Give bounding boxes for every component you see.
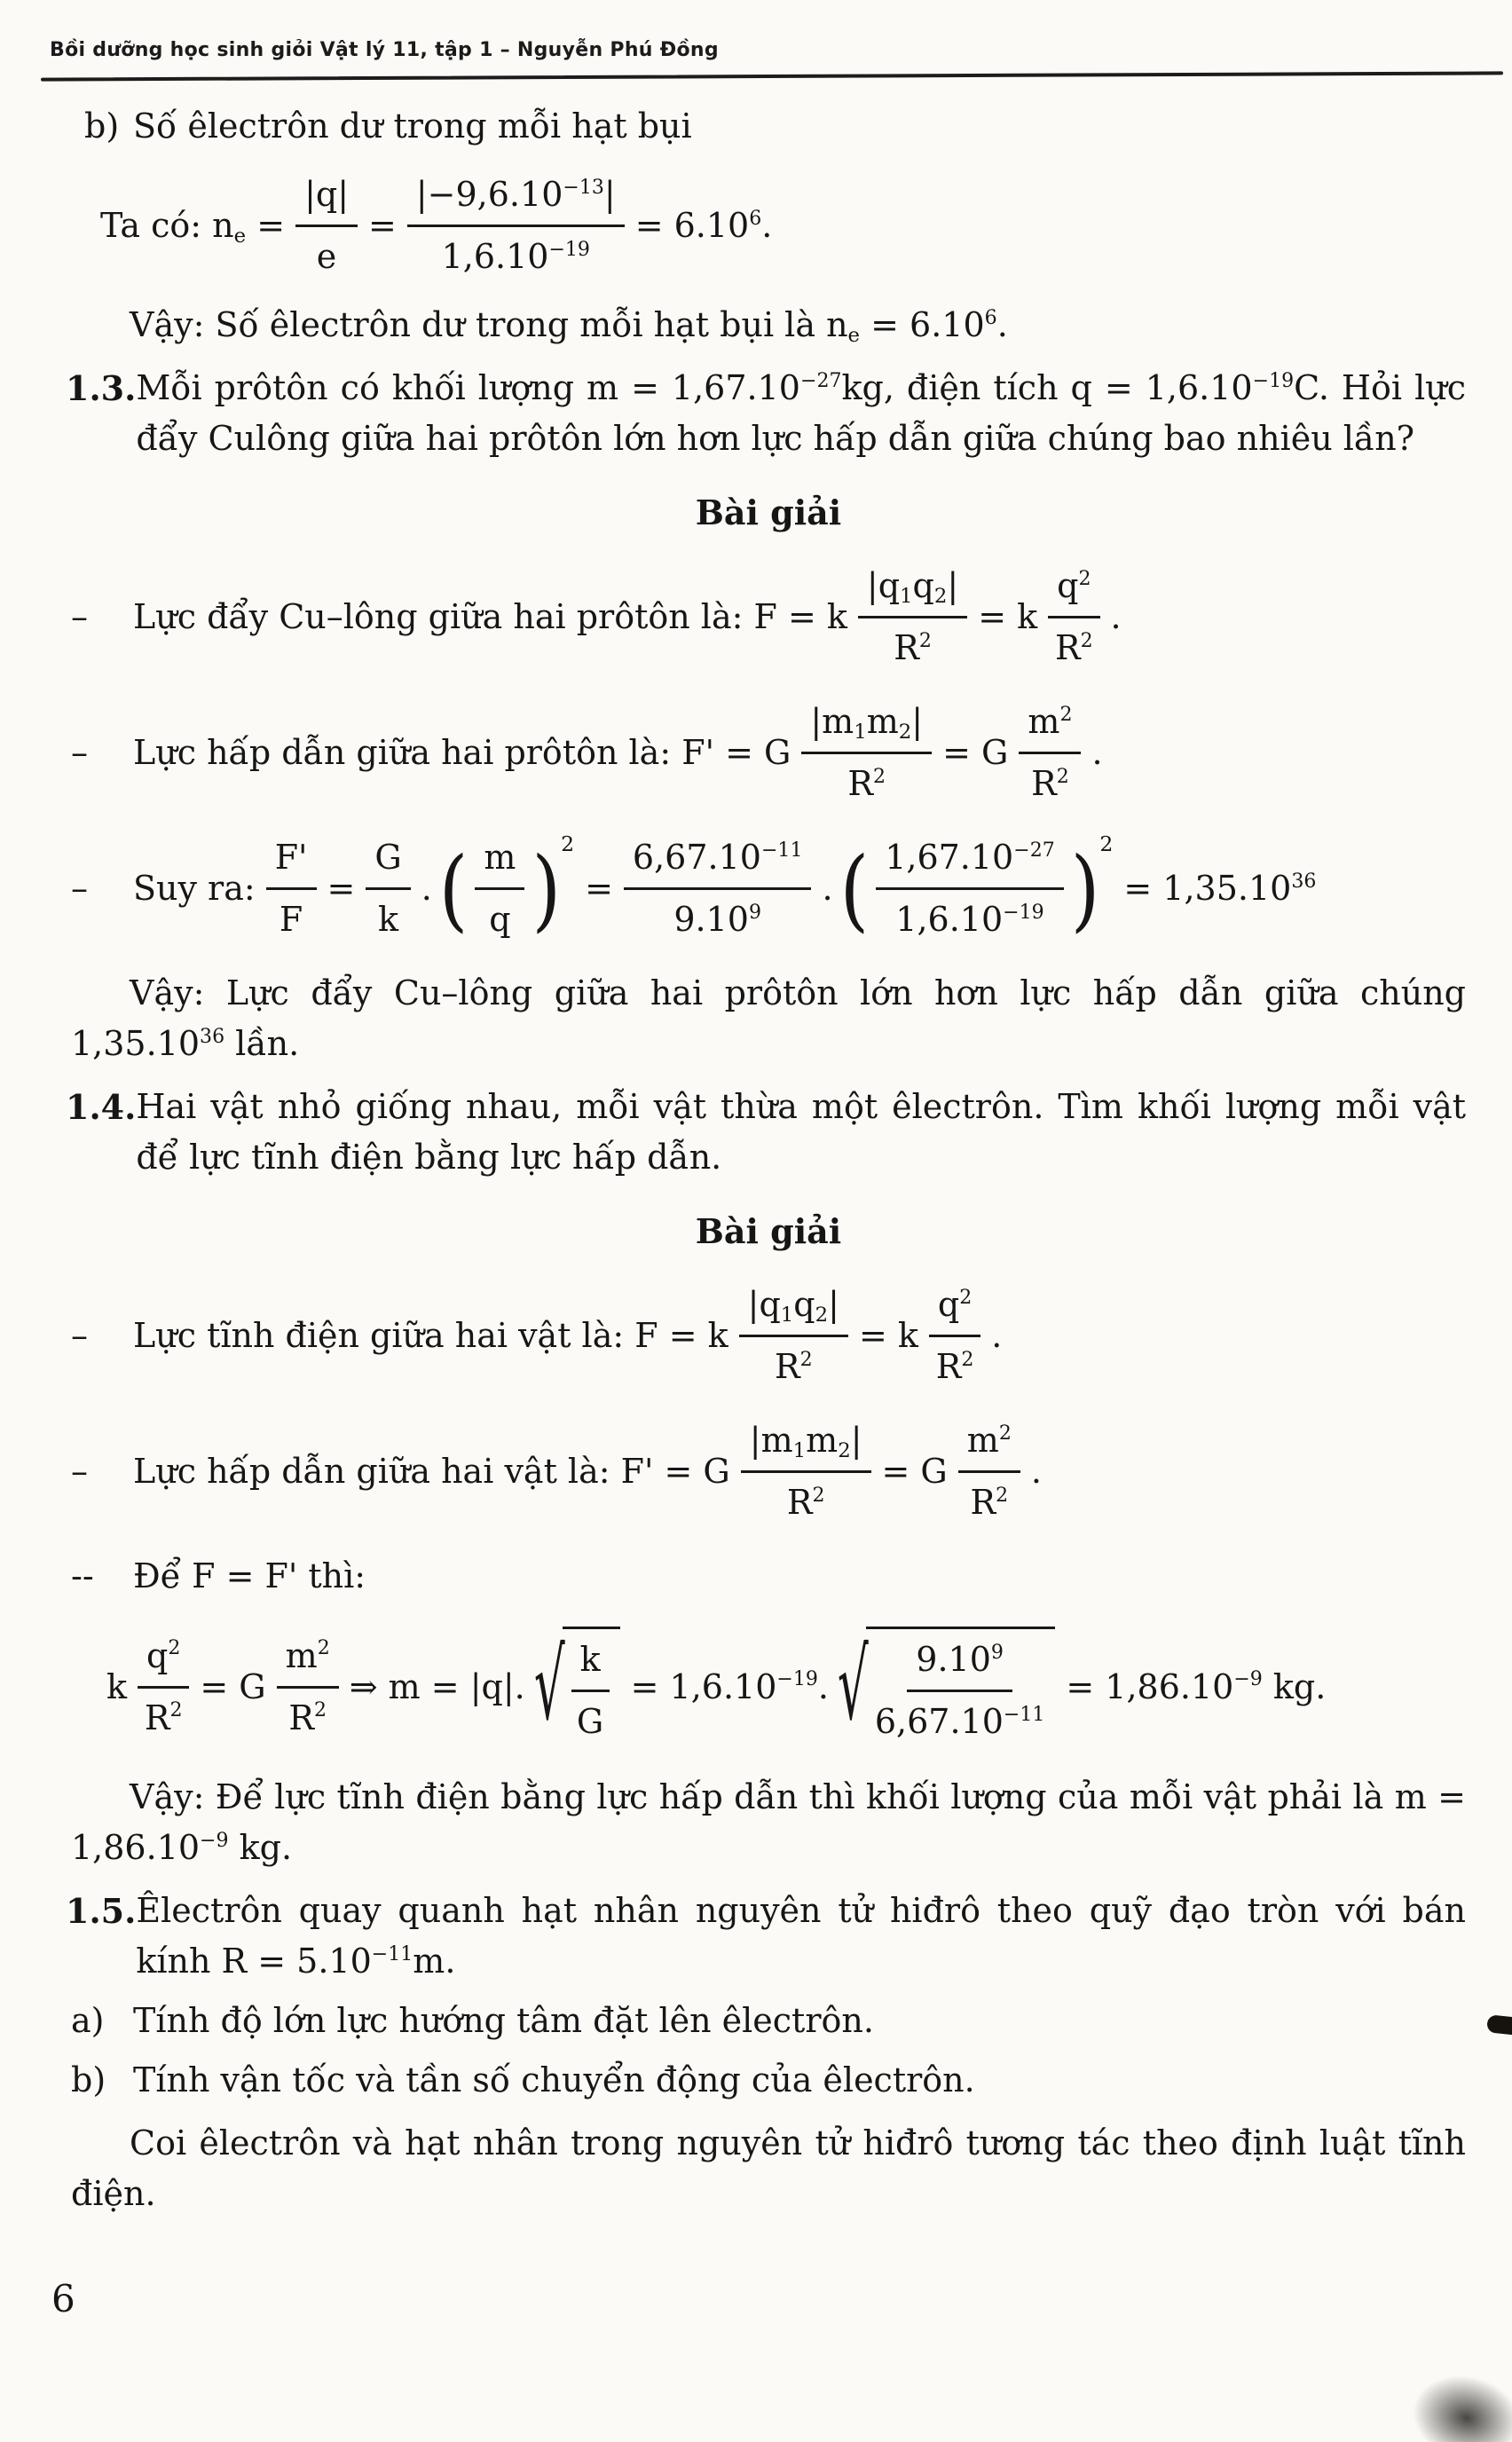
fraction	[801, 697, 932, 809]
fraction	[624, 832, 812, 945]
problem-1-5-statement	[66, 1886, 1466, 1987]
fraction-numerator: $q^2$	[138, 1631, 189, 1689]
fraction	[929, 1280, 980, 1392]
header-rule	[41, 71, 1503, 81]
equation-lead: Lực hấp dẫn giữa hai prôtôn là: F' = G	[133, 733, 791, 772]
equation-solve-mass	[106, 1627, 1466, 1747]
equation-lead: Ta có: $n_e$ =	[100, 206, 286, 248]
equation-end: .	[1030, 1452, 1042, 1491]
fraction-denominator: $R^2$	[935, 1347, 974, 1386]
note-1-5: Coi êlectrôn và hạt nhân trong nguyên tử hiđrô tương tác theo định luật tĩnh điện.	[71, 2123, 1466, 2213]
header-title: Bồi dưỡng học sinh giỏi Vật lý 11, tập 1 – Nguyễn Phú Đồng	[50, 39, 719, 61]
fraction-numerator: $q^2$	[1048, 561, 1099, 618]
problem-number: 1.4.	[66, 1087, 137, 1127]
fraction-denominator: $R^2$	[1031, 764, 1069, 803]
fraction-denominator: $R^2$	[847, 764, 886, 803]
equation-lead: Lực tĩnh điện giữa hai vật là: F = k	[133, 1316, 728, 1355]
scan-artifact-edge	[1486, 2014, 1512, 2036]
fraction-numerator: $q^2$	[929, 1280, 980, 1337]
equation-result: = $1,35.10^{36}$	[1123, 869, 1317, 908]
equals-sign: =	[327, 869, 356, 908]
fraction-numerator: G	[366, 832, 410, 890]
part-b-line	[71, 2055, 1466, 2106]
equation-mid: = G	[942, 733, 1009, 772]
radical-sign: √	[533, 1629, 565, 1744]
fraction-numerator: $|m_1m_2|$	[801, 697, 932, 754]
fraction	[1048, 561, 1099, 674]
fraction-denominator: $R^2$	[774, 1347, 813, 1386]
conclusion-1-4: Vậy: Để lực tĩnh điện bằng lực hấp dẫn thì khối lượng của mỗi vật phải là $m = 1,86.10^{-9}$ kg.	[71, 1777, 1466, 1867]
fraction	[138, 1631, 189, 1744]
equation-body	[133, 1280, 1002, 1392]
problem-1-3-statement	[66, 363, 1467, 464]
fraction-denominator: $R^2$	[786, 1483, 825, 1522]
list-label-b: b)	[84, 106, 120, 146]
equation-coulomb-force	[71, 561, 1466, 674]
solution-title: Bài giải	[695, 1211, 842, 1251]
fraction-denominator: $R^2$	[1055, 628, 1093, 667]
bullet-dash: –	[71, 869, 88, 908]
fraction-denominator: F	[279, 900, 303, 939]
equation-mid: = $1,6.10^{-19}$.	[630, 1666, 829, 1706]
fraction-denominator: $6,67.10^{-11}$	[874, 1702, 1045, 1741]
multiplication-dot: .	[822, 869, 833, 908]
fraction	[266, 832, 317, 945]
fraction-denominator: $R^2$	[288, 1698, 327, 1737]
fraction	[858, 561, 967, 674]
fraction-denominator: $R^2$	[144, 1698, 183, 1737]
equation-body	[133, 561, 1122, 674]
fraction	[876, 832, 1064, 945]
equation-mid: = G	[200, 1666, 266, 1706]
exponent: 2	[561, 831, 575, 856]
part-b-title: Số êlectrôn dư trong mỗi hạt bụi	[133, 106, 692, 146]
equation-mid: = k	[978, 597, 1038, 636]
fraction-numerator: $|q_1q_2|$	[739, 1280, 848, 1337]
fraction-numerator: k	[571, 1635, 610, 1692]
exponent: 2	[1099, 831, 1114, 856]
equation-end: .	[1110, 597, 1122, 636]
equation-body: Suy ra: $\frac{F'}{F}$ = $\frac{G}{k}$ . ( $\frac{m}{q}$ ) 2 = $\frac{6,67.10^{-11}}{9.10^9}$ . ( $\frac{1,67.10^{-27}}{1,6.10^{-19}}$ ) 2 = $1,35.10^{36}$	[133, 832, 1316, 945]
fraction	[741, 1415, 871, 1528]
fraction-denominator: 9.10$^9$	[673, 900, 762, 939]
bullet-dash: –	[71, 597, 88, 636]
radicand	[866, 1627, 1056, 1747]
fraction	[366, 832, 410, 945]
fraction-denominator: $1,6.10^{-19}$	[895, 900, 1044, 939]
equation-gravity-force-2	[71, 1415, 1466, 1528]
equation-gravity-force	[71, 697, 1466, 809]
equation-end: .	[991, 1316, 1003, 1355]
fraction-denominator: $R^2$	[894, 628, 932, 667]
bullet-dash: --	[71, 1556, 94, 1595]
equation-mid: = k	[858, 1316, 918, 1355]
equation-electron-count	[100, 169, 1466, 282]
equation-lead: Lực đẩy Cu–lông giữa hai prôtôn là: F = k	[133, 597, 847, 636]
conclusion-1-3: Vậy: Lực đẩy Cu–lông giữa hai prôtôn lớn hơn lực hấp dẫn giữa chúng 1,35.10$^{36}$ lần.	[71, 973, 1466, 1063]
list-label-a: a)	[71, 2001, 105, 2040]
equals-sign: =	[368, 206, 397, 245]
fraction-numerator: m	[475, 832, 524, 890]
fraction-numerator: $|m_1m_2|$	[741, 1415, 871, 1473]
fraction-denominator: G	[576, 1702, 604, 1741]
fraction-numerator: $|q_1q_2|$	[858, 561, 967, 618]
list-label-b: b)	[71, 2060, 106, 2099]
equals-sign: =	[585, 869, 613, 908]
problem-statement: Mỗi prôtôn có khối lượng $m = 1,67.10^{-27}kg$, điện tích $q = 1,6.10^{-19}C$. Hỏi lực đẩy Culông giữa hai prôtôn lớn hơn lực hấp dẫn giữa chúng bao nhiêu lần?	[136, 368, 1467, 458]
implies-arrow: ⇒ m = |q|.	[349, 1666, 525, 1706]
equation-result: = $6.10^6$.	[634, 206, 773, 245]
fraction	[571, 1635, 610, 1747]
equation-mid: = G	[881, 1452, 948, 1491]
fraction-numerator: $m^2$	[1019, 697, 1081, 754]
page-number: 6	[51, 2277, 75, 2320]
radical-sign: √	[837, 1629, 869, 1744]
equation-body	[133, 1415, 1042, 1528]
square-root	[839, 1627, 1055, 1747]
fraction	[475, 832, 524, 945]
fraction	[1019, 697, 1081, 809]
fraction-denominator: k	[378, 900, 399, 939]
fraction-denominator: $1,6.10^{-19}$	[441, 237, 590, 276]
problem-1-4-statement	[66, 1082, 1466, 1183]
equation-lead: Lực hấp dẫn giữa hai vật là: F' = G	[133, 1452, 730, 1491]
bullet-dash: –	[71, 1316, 88, 1355]
problem-statement: Hai vật nhỏ giống nhau, mỗi vật thừa một êlectrôn. Tìm khối lượng mỗi vật để lực tĩnh điện bằng lực hấp dẫn.	[136, 1087, 1466, 1177]
part-a-text: Tính độ lớn lực hướng tâm đặt lên êlectrôn.	[133, 2001, 874, 2040]
multiplication-dot: .	[421, 869, 432, 908]
fraction-numerator: F'	[266, 832, 317, 890]
bullet-dash: –	[71, 1452, 88, 1491]
fraction-numerator: 9.10$^9$	[907, 1635, 1012, 1692]
fraction-numerator: |q|	[295, 169, 358, 227]
fraction-denominator: q	[489, 900, 511, 939]
problem-statement: Êlectrôn quay quanh hạt nhân nguyên tử hiđrô theo quỹ đạo tròn với bán kính $R = 5.10^{-11}m$.	[136, 1891, 1466, 1981]
fraction-numerator: $1,67.10^{-27}$	[876, 832, 1064, 890]
fraction-numerator: $|-9,6.10^{-13}|$	[407, 169, 625, 227]
equation-result: = $1,86.10^{-9}$ kg.	[1066, 1666, 1327, 1706]
part-b-heading	[71, 101, 1466, 152]
fraction-numerator: $m^2$	[277, 1631, 339, 1689]
fraction-denominator: e	[316, 237, 337, 276]
equation-electric-force	[71, 1280, 1466, 1392]
problem-number: 1.3.	[66, 368, 137, 408]
equation-force-ratio	[71, 832, 1466, 945]
fraction	[875, 1635, 1045, 1747]
part-b-text: Tính vận tốc và tần số chuyển động của êlectrôn.	[133, 2060, 975, 2099]
fraction-denominator: $R^2$	[970, 1483, 1009, 1522]
condition-line	[71, 1551, 1466, 1602]
fraction	[739, 1280, 848, 1392]
square-root	[533, 1627, 620, 1747]
fraction-numerator: $m^2$	[958, 1415, 1020, 1473]
equation-body	[133, 697, 1103, 809]
equation-end: .	[1091, 733, 1103, 772]
fraction-charge-values	[407, 169, 625, 282]
fraction-numerator: $6,67.10^{-11}$	[624, 832, 812, 890]
fraction-q-over-e	[295, 169, 358, 282]
radicand	[563, 1627, 620, 1747]
solution-title: Bài giải	[695, 492, 842, 532]
bullet-dash: –	[71, 733, 88, 772]
problem-number: 1.5.	[66, 1891, 137, 1931]
running-header	[50, 39, 1477, 61]
conclusion-electron-count: Vậy: Số êlectrôn dư trong mỗi hạt bụi là $n_e = 6.10^6$.	[130, 305, 1008, 348]
page-content	[66, 92, 1467, 2232]
scan-artifact-corner	[1380, 2344, 1512, 2442]
equation-lead: k	[106, 1666, 128, 1706]
fraction	[277, 1631, 339, 1744]
fraction	[958, 1415, 1020, 1528]
part-a-line	[71, 1996, 1466, 2046]
condition-text: Để F = F' thì:	[133, 1556, 366, 1595]
equation-lead: Suy ra:	[133, 869, 256, 908]
